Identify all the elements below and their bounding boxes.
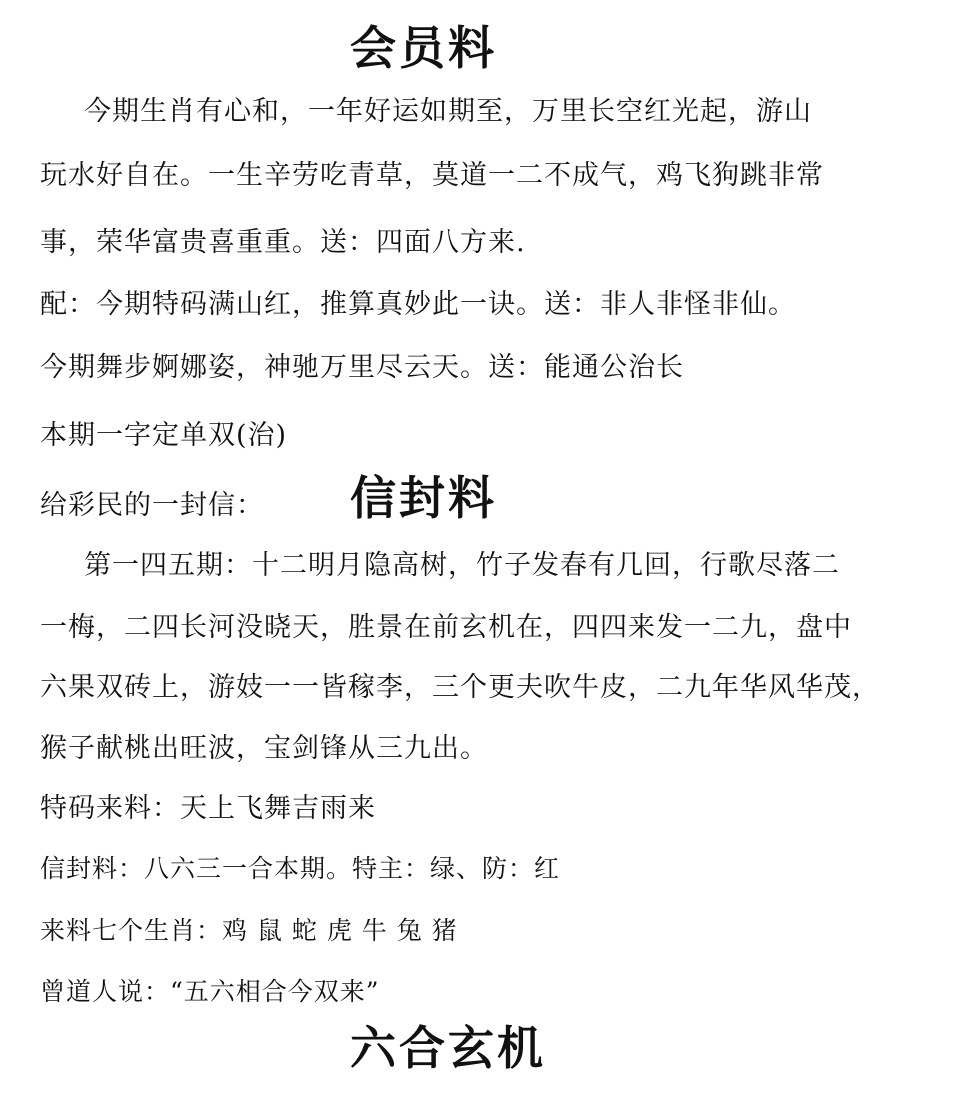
para2-line3: 六果双砖上，游妓一一皆稼李，三个更夫吹牛皮，二九年华风华茂，: [40, 672, 880, 703]
single-double-line: 本期一字定单双(治): [40, 420, 288, 451]
para2-line4: 猴子献桃出旺波，宝剑锋从三九出。: [40, 733, 488, 764]
pei-line: 配：今期特码满山红，推算真妙此一诀。送：非人非怪非仙。: [40, 289, 796, 320]
para2-line2: 一梅，二四长河没晓天，胜景在前玄机在，四四来发一二九，盘中: [40, 612, 852, 643]
zodiac-line: 来料七个生肖：鸡 鼠 蛇 虎 牛 兔 猪: [40, 916, 458, 945]
wu-line: 今期舞步婀娜姿，神驰万里尽云天。送：能通公治长: [40, 352, 684, 383]
para1-line2: 玩水好自在。一生辛劳吃青草，莫道一二不成气，鸡飞狗跳非常: [40, 160, 824, 191]
para1-line3: 事，荣华富贵喜重重。送：四面八方来.: [40, 227, 526, 258]
para2-line1: 第一四五期：十二明月隐高树，竹子发春有几回，行歌尽落二: [84, 550, 840, 581]
title-liuhe: 六合玄机: [350, 1021, 546, 1075]
special-line: 特码来料：天上飞舞吉雨来: [40, 793, 376, 824]
envelope-line: 信封料：八六三一合本期。特主：绿、防：红: [40, 854, 561, 883]
para1-line1: 今期生肖有心和，一年好运如期至，万里长空红光起，游山: [84, 96, 812, 127]
letter-label: 给彩民的一封信：: [40, 490, 264, 521]
quote-line: 曾道人说：“五六相合今双来”: [40, 977, 380, 1006]
title-huiyuan: 会员料: [350, 21, 497, 75]
title-xinfeng: 信封料: [350, 471, 497, 525]
